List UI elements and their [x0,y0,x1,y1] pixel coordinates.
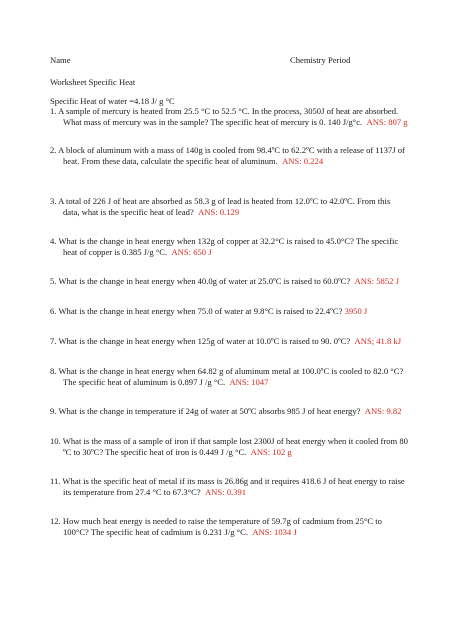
answer: 3950 J [344,306,368,316]
given-constant: Specific Heat of water =4.18 J/ g °C [50,96,175,106]
question-7 [50,336,440,347]
answer: ANS: 0.224 [282,155,324,166]
question-text: 1. A sample of mercury is heated from 25.5 °C to 52.5 °C. In the process, 3050J of heat are absorbed. [50,106,399,116]
question-text-cont: data, what is the specific heat of lead? [63,206,194,217]
worksheet-title: Worksheet Specific Heat [50,77,136,87]
answer: ANS: 9.82 [364,406,402,416]
period-label: Chemistry Period [290,55,351,65]
answer: ANS: 0.129 [198,206,240,217]
question-text-cont: heat. From these data, calculate the specific heat of aluminum. [63,155,278,166]
question-text-cont: ºC to 30ºC? The specific heat of iron is 0.449 J /g °C. [63,446,247,457]
question-text: 5. What is the change in heat energy when 40.0g of water at 25.0ºC is raised to 60.0ºC? [50,276,351,286]
question-11 [50,476,440,498]
question-text: 3. A total of 226 J of heat are absorbed as 58.3 g of lead is heated from 12.0ºC to 42.0ºC. From this [50,196,391,206]
question-2 [50,145,440,167]
name-label: Name [50,55,71,65]
question-text: 10. What is the mass of a sample of iron if that sample lost 2300J of heat energy when it cooled from 80 [50,436,408,446]
answer: ANS: 102 g [250,446,292,457]
answer: ANS: 807 g [366,116,408,127]
answer: ANS: 650 J [171,246,212,257]
question-5 [50,276,440,287]
question-3 [50,196,440,218]
question-10 [50,436,440,458]
question-6 [50,306,440,317]
question-12 [50,516,440,538]
question-text-cont: heat of copper is 0.385 J/g °C. [63,246,168,257]
question-text: 9. What is the change in temperature if 24g of water at 50ºC absorbs 985 J of heat energy? [50,406,361,416]
question-8 [50,366,440,388]
question-4 [50,236,440,258]
answer: ANS: 0.391 [204,486,247,497]
question-text-cont: its temperature from 27.4 °C to 67.3°C? [63,486,201,497]
question-text: 2. A block of aluminum with a mass of 140g is cooled from 98.4ºC to 62.2ºC with a release of 1137J of [50,145,405,155]
question-text-cont: 100°C? The specific heat of cadmium is 0.231 J/g °C. [63,526,249,537]
question-text: 11. What is the specific heat of metal if its mass is 26.86g and it requires 418.6 J of heat energy to raise [50,476,405,486]
question-text-cont: The specific heat of aluminum is 0.897 J /g °C. [63,376,226,387]
question-text-cont: What mass of mercury was in the sample? The specific heat of mercury is 0. 140 J/g°c. [63,116,363,127]
answer: ANS: 5852 J [354,276,399,286]
answer: ANS; 41.8 kJ [354,336,402,346]
question-1 [50,106,440,128]
question-text: 6. What is the change in heat energy when 75.0 of water at 9.8°C is raised to 22.4ºC? [50,306,343,316]
question-text: 4. What is the change in heat energy when 132g of copper at 32.2°C is raised to 45.0°C? The specific [50,236,399,246]
question-9 [50,406,440,417]
question-text: 8. What is the change in heat energy when 64.82 g of aluminum metal at 100.0ºC is cooled to 82.0 °C? [50,366,404,376]
question-text: 7. What is the change in heat energy when 125g of water at 10.0ºC is raised to 90. 0ºC? [50,336,351,346]
answer: ANS: 1034 J [252,526,297,537]
question-text: 12. How much heat energy is needed to raise the temperature of 59.7g of cadmium from 25°C to [50,516,382,526]
answer: ANS: 1047 [229,376,269,387]
